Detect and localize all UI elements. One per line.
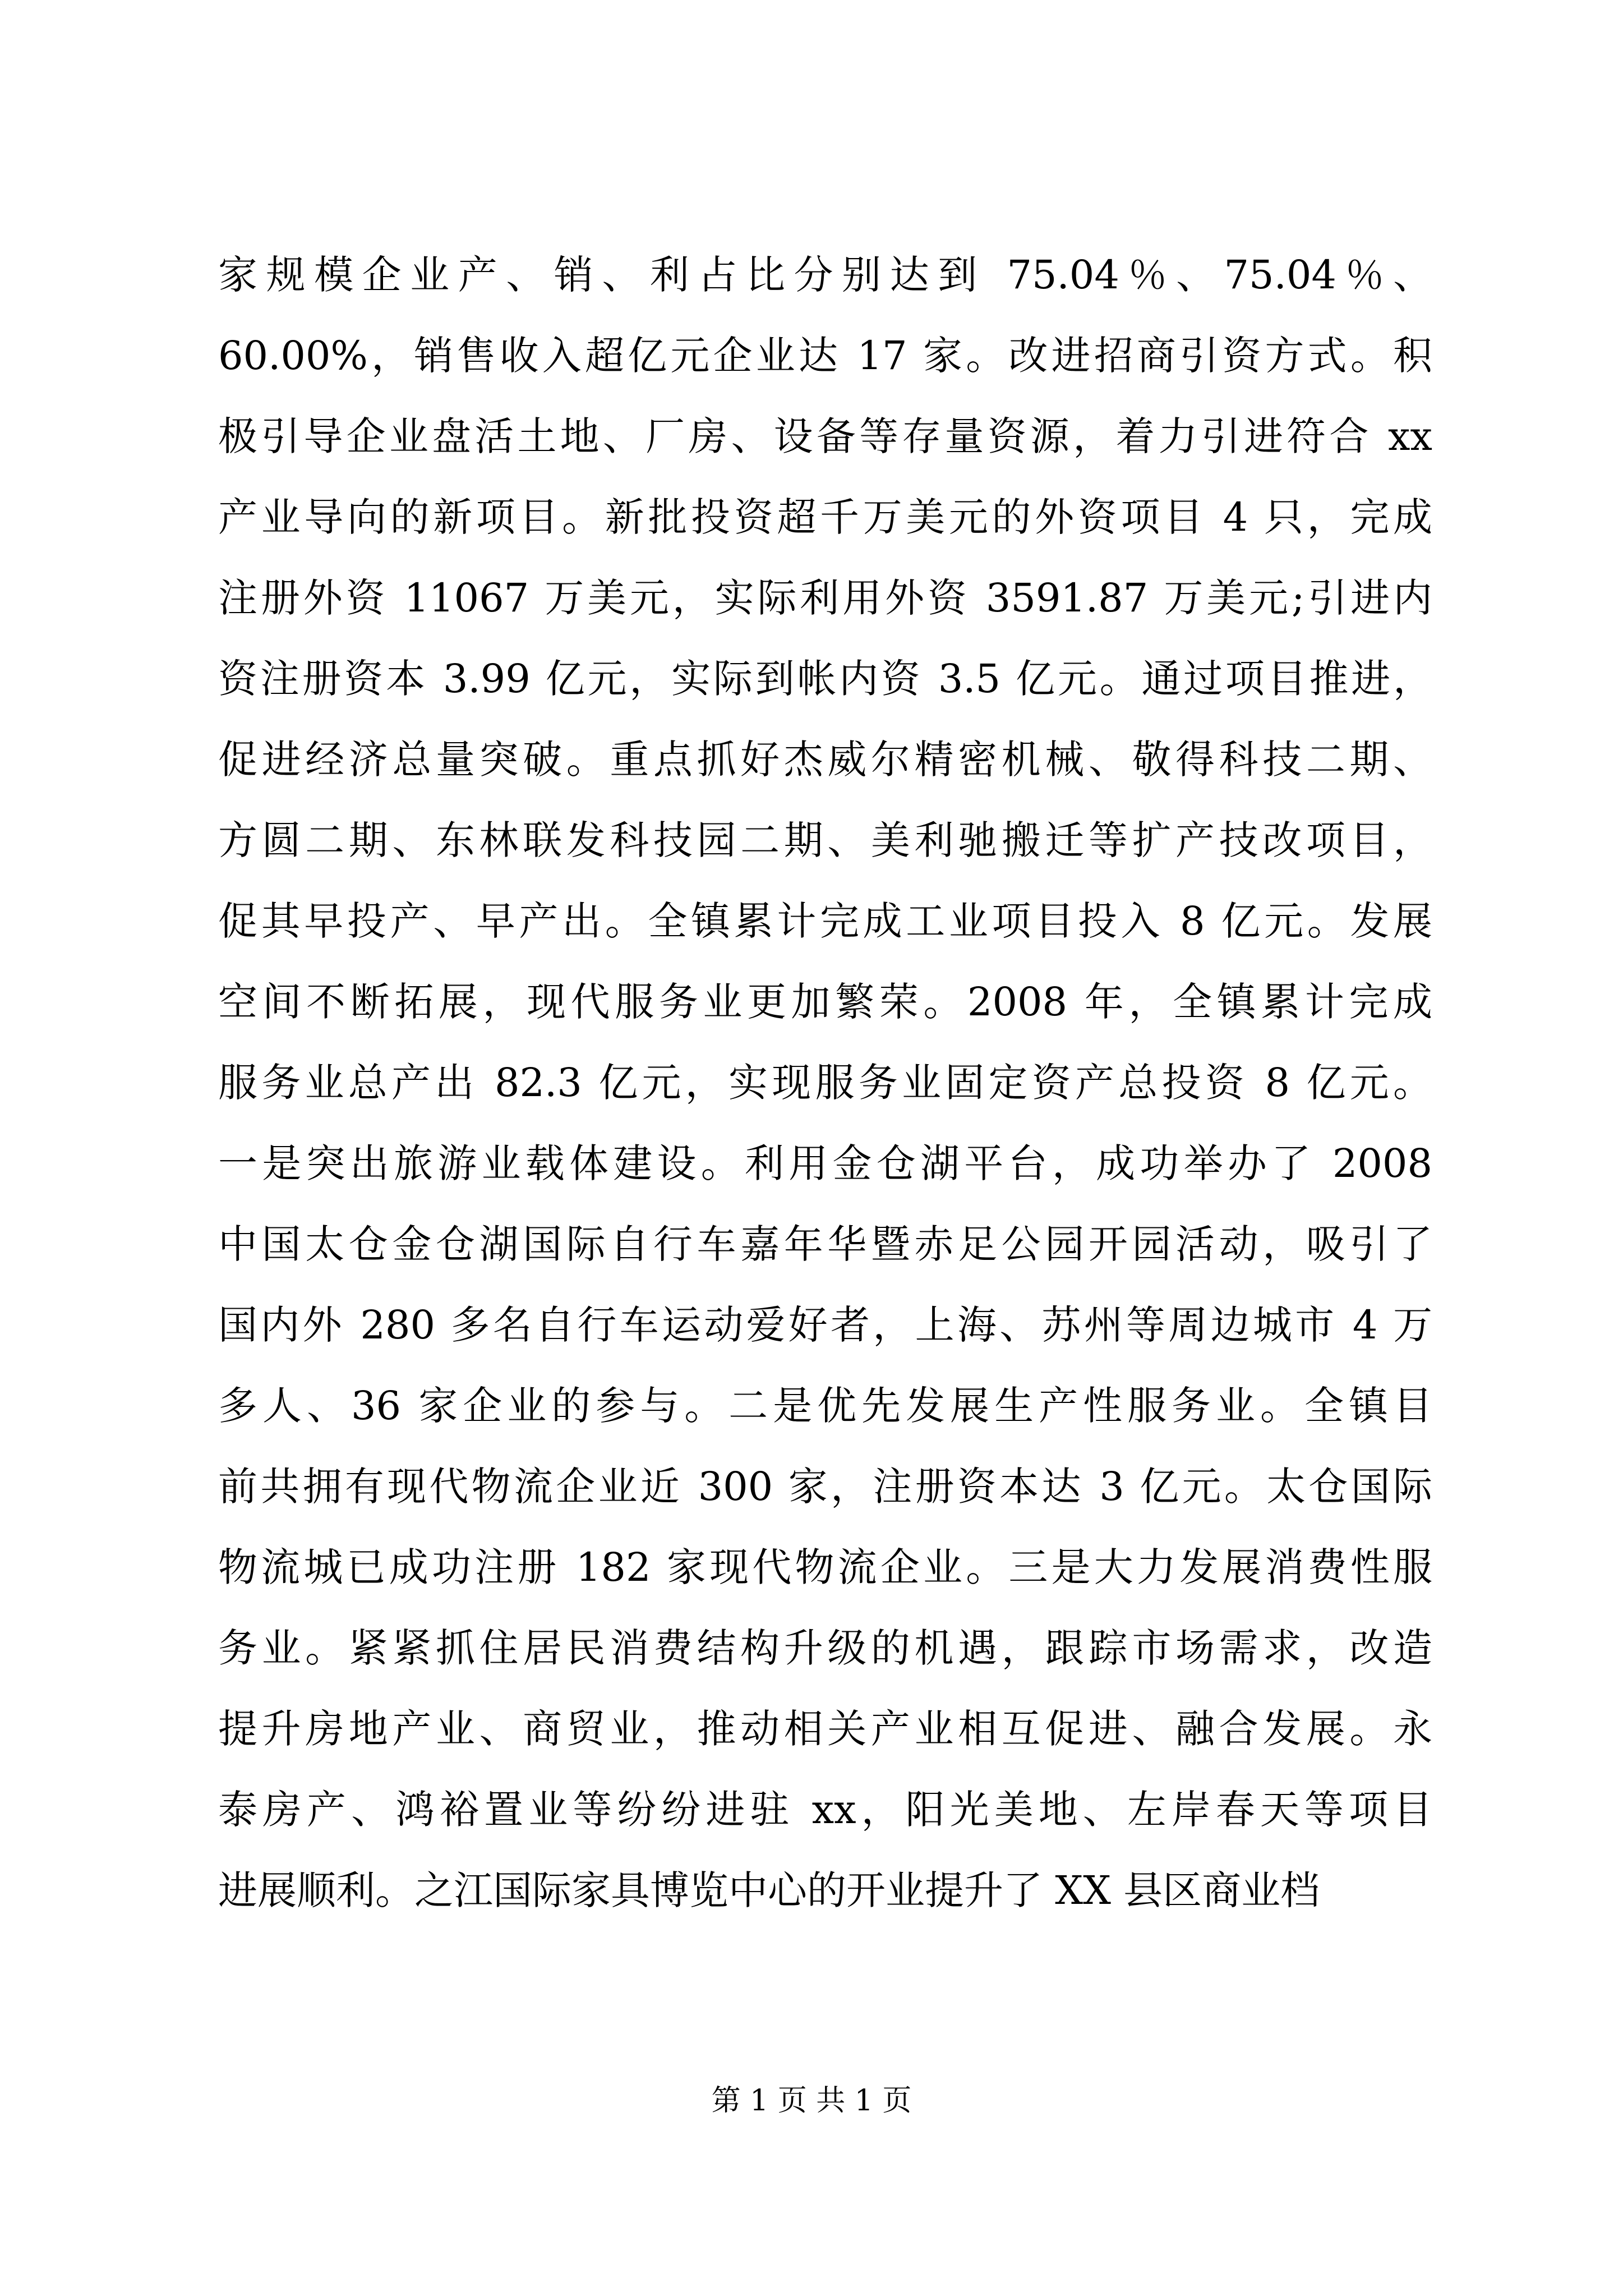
text-line: 服务业总产出 82.3 亿元，实现服务业固定资产总投资 8 亿元。 [218,1060,1432,1106]
text-line: 多人、36 家企业的参与。二是优先发展生产性服务业。全镇目 [218,1383,1432,1429]
text-line: 物流城已成功注册 182 家现代物流企业。三是大力发展消费性服 [218,1544,1432,1590]
page-footer [0,2081,1623,2120]
text-line: 国内外 280 多名自行车运动爱好者，上海、苏州等周边城市 4 万 [218,1302,1432,1348]
text-line: 务业。紧紧抓住居民消费结构升级的机遇，跟踪市场需求，改造 [218,1625,1432,1671]
text-line: 产业导向的新项目。新批投资超千万美元的外资项目 4 只，完成 [218,494,1432,540]
text-line: 方圆二期、东林联发科技园二期、美利驰搬迁等扩产技改项目， [218,817,1432,863]
text-line: 提升房地产业、商贸业，推动相关产业相互促进、融合发展。永 [218,1706,1432,1752]
text-line: 泰房产、鸿裕置业等纷纷进驻 xx，阳光美地、左岸春天等项目 [218,1787,1432,1833]
text-line: 空间不断拓展，现代服务业更加繁荣。2008 年，全镇累计完成 [218,979,1432,1025]
text-line: 注册外资 11067 万美元，实际利用外资 3591.87 万美元;引进内 [218,575,1432,621]
text-line: 资注册资本 3.99 亿元，实际到帐内资 3.5 亿元。通过项目推进， [218,656,1432,702]
body-text [218,234,1432,1931]
text-line: 促其早投产、早产出。全镇累计完成工业项目投入 8 亿元。发展 [218,898,1432,944]
text-line: 前共拥有现代物流企业近 300 家，注册资本达 3 亿元。太仓国际 [218,1464,1432,1510]
text-line: 进展顺利。之江国际家具博览中心的开业提升了 XX 县区商业档 [218,1867,1320,1913]
text-line: 家规模企业产、销、利占比分别达到 75.04％、75.04％、 [218,252,1432,298]
page-number: 第 1 页 共 1 页 [711,2084,912,2118]
text-line: 一是突出旅游业载体建设。利用金仓湖平台，成功举办了 2008 [218,1140,1432,1186]
text-line: 中国太仓金仓湖国际自行车嘉年华暨赤足公园开园活动，吸引了 [218,1221,1432,1267]
text-line: 极引导企业盘活土地、厂房、设备等存量资源，着力引进符合 xx [218,413,1432,459]
text-line: 60.00%，销售收入超亿元企业达 17 家。改进招商引资方式。积 [218,333,1432,379]
text-line: 促进经济总量突破。重点抓好杰威尔精密机械、敬得科技二期、 [218,737,1432,783]
